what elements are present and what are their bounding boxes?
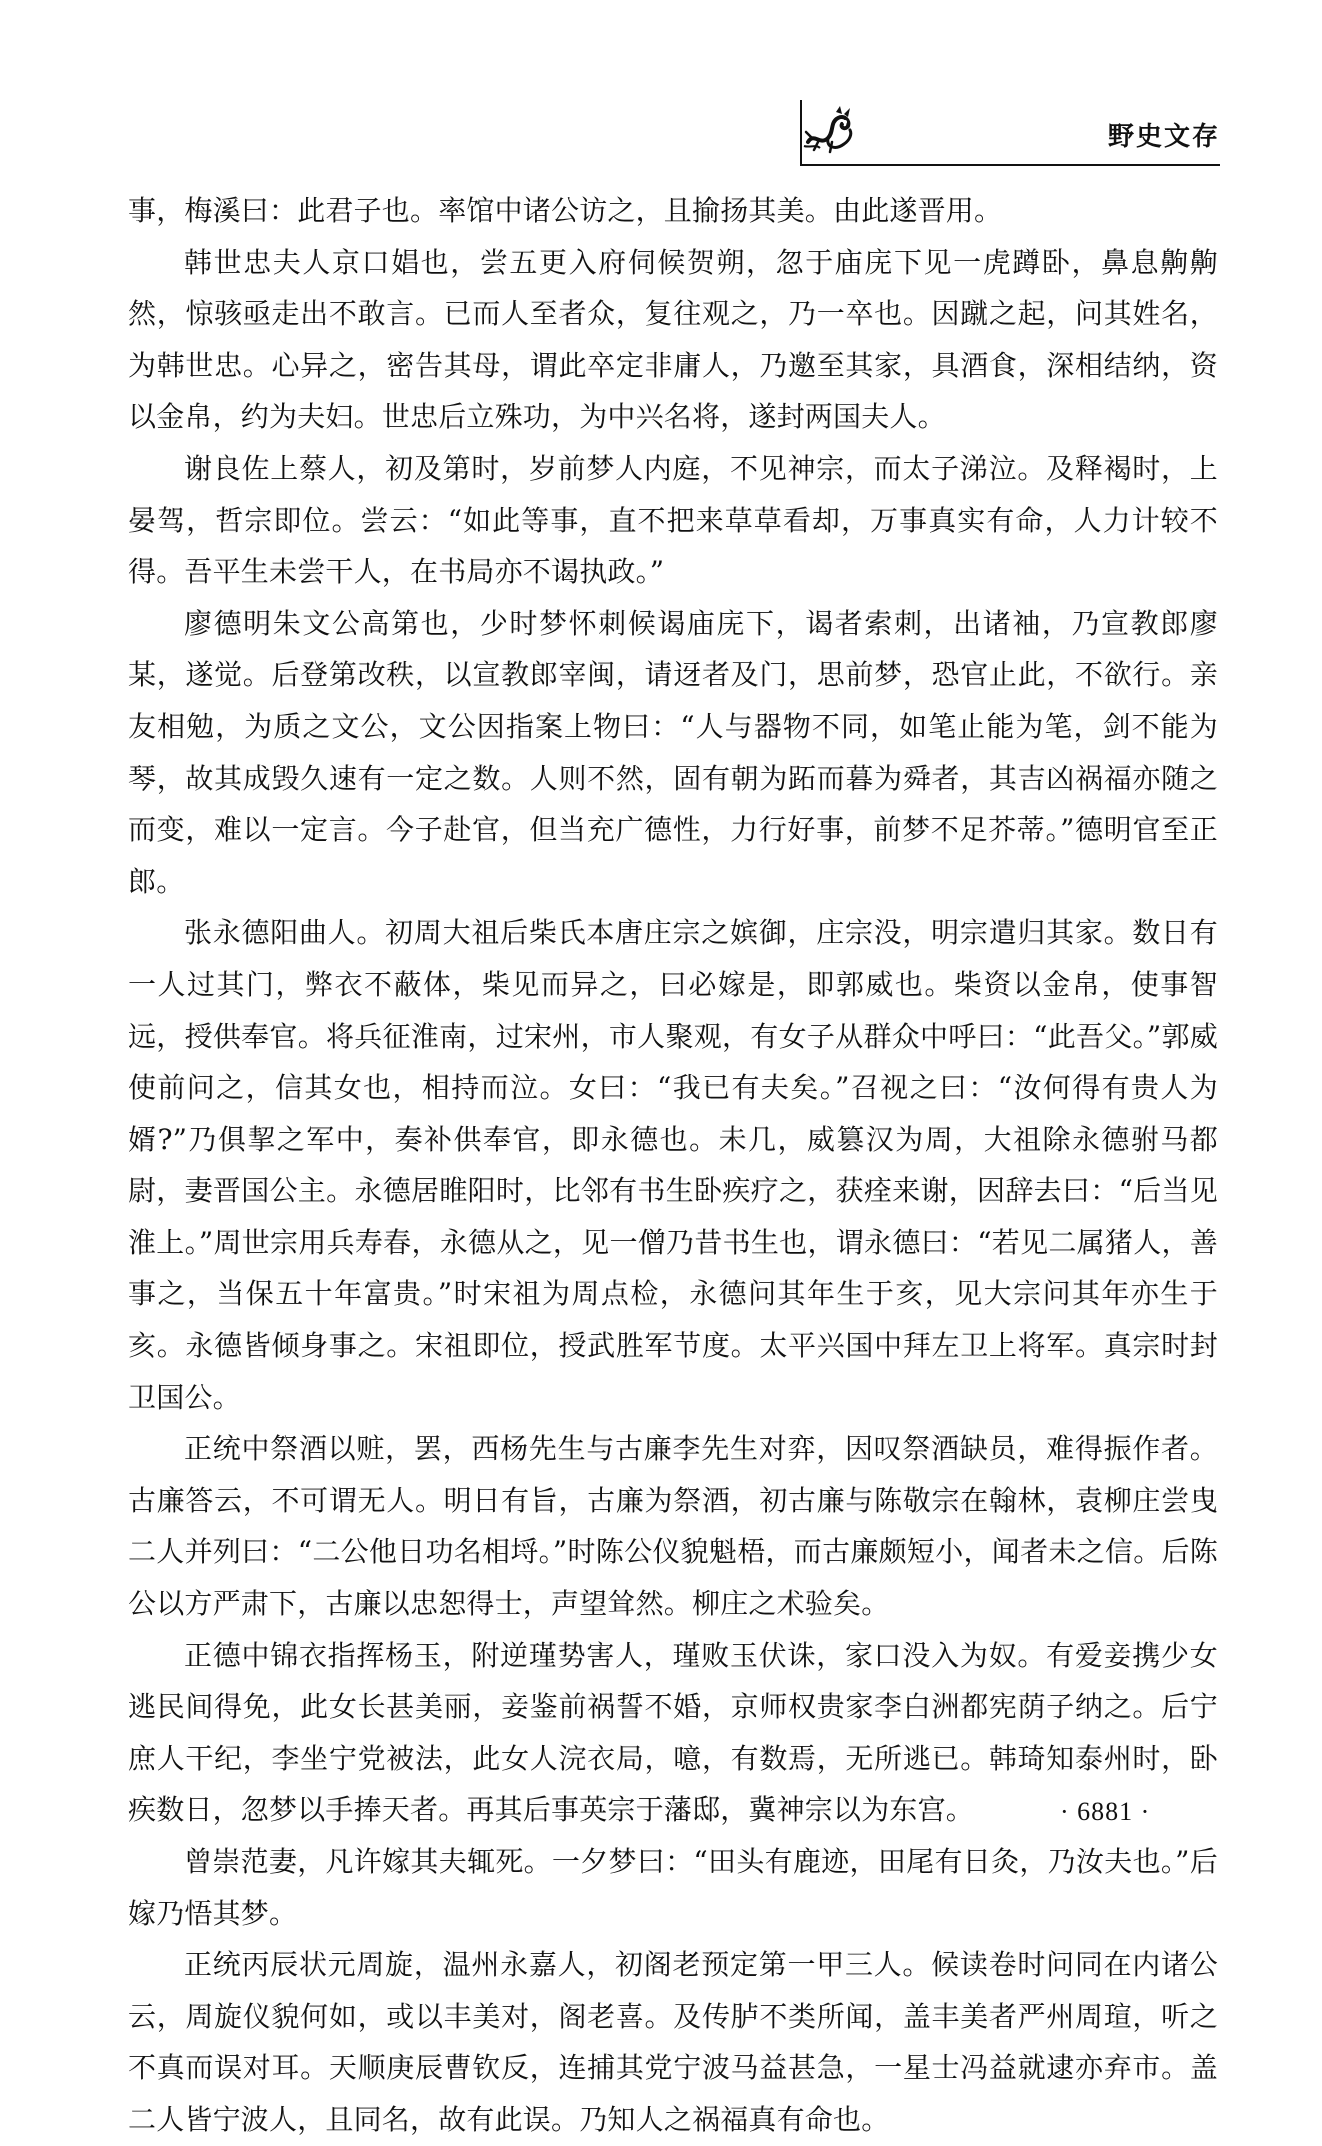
page-body [128,185,1218,2146]
running-header [800,100,1220,160]
paragraph-han-shizhong: 韩世忠夫人京口娼也，尝五更入府伺候贺朔，忽于庙庑下见一虎蹲卧，鼻息齁齁然，惊骇亟走出不敢言。已而人至者众，复往观之，乃一卒也。因蹴之起，问其姓名，为韩世忠。心异之，密告其母，谓此卒定非庸人，乃邀至其家，具酒食，深相结纳，资以金帛，约为夫妇。世忠后立殊功，为中兴名将，遂封两国夫人。 [128,245,1218,434]
header-horizontal-rule [800,164,1220,166]
series-title: 野史文存 [1107,122,1220,152]
paragraph-xie-liangzuo: 谢良佐上蔡人，初及第时，岁前梦人内庭，不见神宗，而太子涕泣。及释褐时，上晏驾，哲宗即位。尝云：“如此等事，直不把来草草看却，万事真实有命，人力计较不得。吾平生未尝干人，在书局亦不谒执政。” [128,451,1218,589]
paragraph-zhengde-yangyu: 正德中锦衣指挥杨玉，附逆瑾势害人，瑾败玉伏诛，家口没入为奴。有爱妾携少女逃民间得免，此女长甚美丽，妾鉴前祸誓不婚，京师权贵家李白洲都宪荫子纳之。后宁庶人干纪，李坐宁党被法，此女人浣衣局，噫，有数焉，无所逃已。韩琦知泰州时，卧疾数日，忽梦以手捧天者。再其后事英宗于藩邸，冀神宗以为东宫。 [128,1638,1218,1827]
paragraph-liao-deming: 廖德明朱文公高第也，少时梦怀刺候谒庙庑下，谒者索刺，出诸袖，乃宣教郎廖某，遂觉。后登第改秩，以宣教郎宰闽，请迓者及门，思前梦，恐官止此，不欲行。亲友相勉，为质之文公，文公因指案上物曰：“人与器物不同，如笔止能为笔，剑不能为琴，故其成毁久速有一定之数。人则不然，固有朝为跖而暮为舜者，其吉凶祸福亦随之而变，难以一定言。今子赴官，但当充广德性，力行好事，前梦不足芥蒂。”德明官至正郎。 [128,606,1218,898]
dragon-emblem-icon [800,102,858,154]
paragraph-zhou-xuan: 正统丙辰状元周旋，温州永嘉人，初阁老预定第一甲三人。候读卷时问同在内诸公云，周旋仪貌何如，或以丰美对，阁老喜。及传胪不类所闻，盖丰美者严州周瑄，听之不真而误对耳。天顺庚辰曹钦反，连捕其党宁波马益甚急，一星士冯益就逮亦弃市。盖二人皆宁波人，且同名，故有此误。乃知人之祸福真有命也。 [128,1948,1218,2136]
paragraph-zhang-yongde: 张永德阳曲人。初周大祖后柴氏本唐庄宗之嫔御，庄宗没，明宗遣归其家。数日有一人过其门，弊衣不蔽体，柴见而异之，曰必嫁是，即郭威也。柴资以金帛，使事智远，授供奉官。将兵征淮南，过宋州，市人聚观，有女子从群众中呼曰：“此吾父。”郭威使前问之，信其女也，相持而泣。女曰：“我已有夫矣。”召视之曰：“汝何得有贵人为婿?”乃俱挈之军中，奏补供奉官，即永德也。未几，威篡汉为周，大祖除永德驸马都尉，妻晋国公主。永德居睢阳时，比邻有书生卧疾疗之，获痊来谢，因辞去曰：“后当见淮上。”周世宗用兵寿春，永德从之，见一僧乃昔书生也，谓永德曰：“若见二属猪人，善事之，当保五十年富贵。”时宋祖为周点检，永德问其年生于亥，见大宗问其年亦生于亥。永德皆倾身事之。宋祖即位，授武胜军节度。太平兴国中拜左卫上将军。真宗时封卫国公。 [128,916,1218,1414]
paragraph-zeng-chongfan: 曾崇范妻，凡许嫁其夫辄死。一夕梦曰：“田头有鹿迹，田尾有日灸，乃汝夫也。”后嫁乃悟其梦。 [128,1845,1218,1930]
paragraph-continued: 事，梅溪曰：此君子也。率馆中诸公访之，且揄扬其美。由此遂晋用。 [128,194,1003,227]
page-number: · 6881 · [1060,1797,1151,1826]
paragraph-zhengtong-jijiu: 正统中祭酒以赃，罢，西杨先生与古廉李先生对弈，因叹祭酒缺员，难得振作者。古廉答云，不可谓无人。明日有旨，古廉为祭酒，初古廉与陈敬宗在翰林，袁柳庄尝曳二人并列曰：“二公他日功名相埒。”时陈公仪貌魁梧，而古廉颇短小，闻者未之信。后陈公以方严肃下，古廉以忠恕得士，声望耸然。柳庄之术验矣。 [128,1432,1218,1621]
